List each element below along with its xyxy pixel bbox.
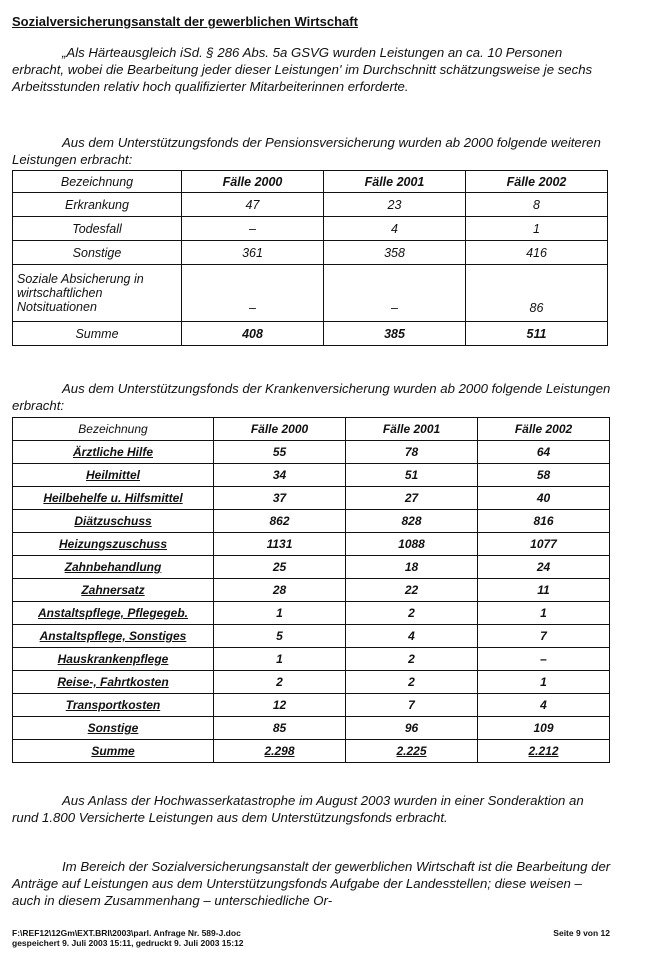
table-row (13, 193, 608, 217)
table-header-row (13, 418, 610, 441)
cell: 27 (346, 487, 478, 510)
cell: 416 (466, 241, 608, 265)
footer-page-number: Seite 9 von 12 (553, 928, 610, 938)
cell: 2.212 (478, 740, 610, 763)
row-label: Transportkosten (13, 694, 214, 717)
row-label: Summe (13, 322, 182, 346)
health-intro: Aus dem Unterstützungsfonds der Krankenversicherung wurden ab 2000 folgende Leistungen erbracht: (12, 381, 611, 413)
table-row (13, 265, 608, 322)
cell: – (182, 265, 324, 322)
cell: 25 (214, 556, 346, 579)
table-row (13, 694, 610, 717)
cell: 4 (324, 217, 466, 241)
cell: 37 (214, 487, 346, 510)
cell: 64 (478, 441, 610, 464)
cell: 1131 (214, 533, 346, 556)
cell: 1088 (346, 533, 478, 556)
cell: 828 (346, 510, 478, 533)
cell: 4 (478, 694, 610, 717)
table-row (13, 441, 610, 464)
table-row (13, 556, 610, 579)
table-row (13, 464, 610, 487)
cell: 51 (346, 464, 478, 487)
cell: 2.298 (214, 740, 346, 763)
cell: 85 (214, 717, 346, 740)
cell: 1 (466, 217, 608, 241)
health-table (12, 417, 610, 763)
footer-saved: gespeichert 9. Juli 2003 15:11, gedruckt 9. Juli 2003 15:12 (12, 938, 244, 948)
cell: 34 (214, 464, 346, 487)
row-label: Heilmittel (13, 464, 214, 487)
row-label: Anstaltspflege, Sonstiges (13, 625, 214, 648)
cell: 12 (214, 694, 346, 717)
cell: 1 (478, 602, 610, 625)
row-label: Soziale Absicherung in wirtschaftlichen Notsituationen (13, 265, 182, 322)
cell: 8 (466, 193, 608, 217)
table-row (13, 217, 608, 241)
cell: 18 (346, 556, 478, 579)
row-label: Erkrankung (13, 193, 182, 217)
cell: 22 (346, 579, 478, 602)
cell: 23 (324, 193, 466, 217)
cell: 358 (324, 241, 466, 265)
cell: 4 (346, 625, 478, 648)
cell: 5 (214, 625, 346, 648)
row-label: Todesfall (13, 217, 182, 241)
row-label: Hauskrankenpflege (13, 648, 214, 671)
cell: – (478, 648, 610, 671)
cell: 55 (214, 441, 346, 464)
table-row (13, 717, 610, 740)
cell: 361 (182, 241, 324, 265)
cell: 1 (214, 648, 346, 671)
row-label: Zahnbehandlung (13, 556, 214, 579)
row-label: Heizungszuschuss (13, 533, 214, 556)
cell: 7 (478, 625, 610, 648)
column-header: Fälle 2001 (324, 171, 466, 193)
cell: 511 (466, 322, 608, 346)
cell: 2 (214, 671, 346, 694)
cell: 86 (466, 265, 608, 322)
row-label: Reise-, Fahrtkosten (13, 671, 214, 694)
table-header-row (13, 171, 608, 193)
cell: 1 (214, 602, 346, 625)
row-label: Summe (13, 740, 214, 763)
table-row (13, 487, 610, 510)
cell: 24 (478, 556, 610, 579)
table-sum-row (13, 322, 608, 346)
table-row (13, 533, 610, 556)
column-header: Bezeichnung (13, 171, 182, 193)
cell: 28 (214, 579, 346, 602)
cell: 47 (182, 193, 324, 217)
row-label: Ärztliche Hilfe (13, 441, 214, 464)
column-header: Fälle 2002 (466, 171, 608, 193)
cell: 2 (346, 648, 478, 671)
column-header: Fälle 2000 (182, 171, 324, 193)
cell: 816 (478, 510, 610, 533)
cell: 2 (346, 671, 478, 694)
table-row (13, 602, 610, 625)
page-heading: Sozialversicherungsanstalt der gewerblichen Wirtschaft (12, 14, 358, 29)
column-header: Fälle 2001 (346, 418, 478, 441)
cell: – (324, 265, 466, 322)
closing-paragraph: Im Bereich der Sozialversicherungsanstalt der gewerblichen Wirtschaft ist die Bearbeitung der Anträge auf Leistungen aus dem Unterstützungsfonds Aufgabe der Landesstellen; diese weisen – auch in diesem Zusammenhang – unterschiedliche Or- (12, 859, 611, 908)
cell: 862 (214, 510, 346, 533)
cell: 40 (478, 487, 610, 510)
table-row (13, 648, 610, 671)
pension-intro: Aus dem Unterstützungsfonds der Pensionsversicherung wurden ab 2000 folgende weiteren Leistungen erbracht: (12, 135, 601, 167)
footer-path: F:\REF12\12Gm\EXT.BRI\2003\parl. Anfrage Nr. 589-J.doc (12, 928, 241, 938)
table-row (13, 241, 608, 265)
table-row (13, 671, 610, 694)
row-label: Sonstige (13, 717, 214, 740)
cell: 2 (346, 602, 478, 625)
table-sum-row (13, 740, 610, 763)
cell: – (182, 217, 324, 241)
row-label: Anstaltspflege, Pflegegeb. (13, 602, 214, 625)
cell: 1 (478, 671, 610, 694)
cell: 408 (182, 322, 324, 346)
table-row (13, 579, 610, 602)
row-label: Sonstige (13, 241, 182, 265)
cell: 385 (324, 322, 466, 346)
cell: 58 (478, 464, 610, 487)
cell: 78 (346, 441, 478, 464)
column-header: Fälle 2002 (478, 418, 610, 441)
cell: 109 (478, 717, 610, 740)
document-page (12, 0, 660, 961)
column-header: Fälle 2000 (214, 418, 346, 441)
row-label: Heilbehelfe u. Hilfsmittel (13, 487, 214, 510)
cell: 1077 (478, 533, 610, 556)
flood-paragraph: Aus Anlass der Hochwasserkatastrophe im August 2003 wurden in einer Sonderaktion an rund 1.800 Versicherte Leistungen aus dem Unterstützungsfonds erbracht. (12, 793, 584, 825)
row-label: Zahnersatz (13, 579, 214, 602)
cell: 7 (346, 694, 478, 717)
cell: 2.225 (346, 740, 478, 763)
table-row (13, 625, 610, 648)
cell: 96 (346, 717, 478, 740)
table-row (13, 510, 610, 533)
cell: 11 (478, 579, 610, 602)
health-table-body (13, 441, 610, 740)
pension-table (12, 170, 608, 346)
column-header: Bezeichnung (13, 418, 214, 441)
intro-paragraph: „Als Härteausgleich iSd. § 286 Abs. 5a GSVG wurden Leistungen an ca. 10 Personen erbracht, wobei die Bearbeitung jeder dieser Leistungen' im Durchschnitt schätzungsweise je sechs Arbeitsstunden relativ hoch qualifizierter Mitarbeiterinnen erforderte. (12, 45, 593, 94)
row-label: Diätzuschuss (13, 510, 214, 533)
